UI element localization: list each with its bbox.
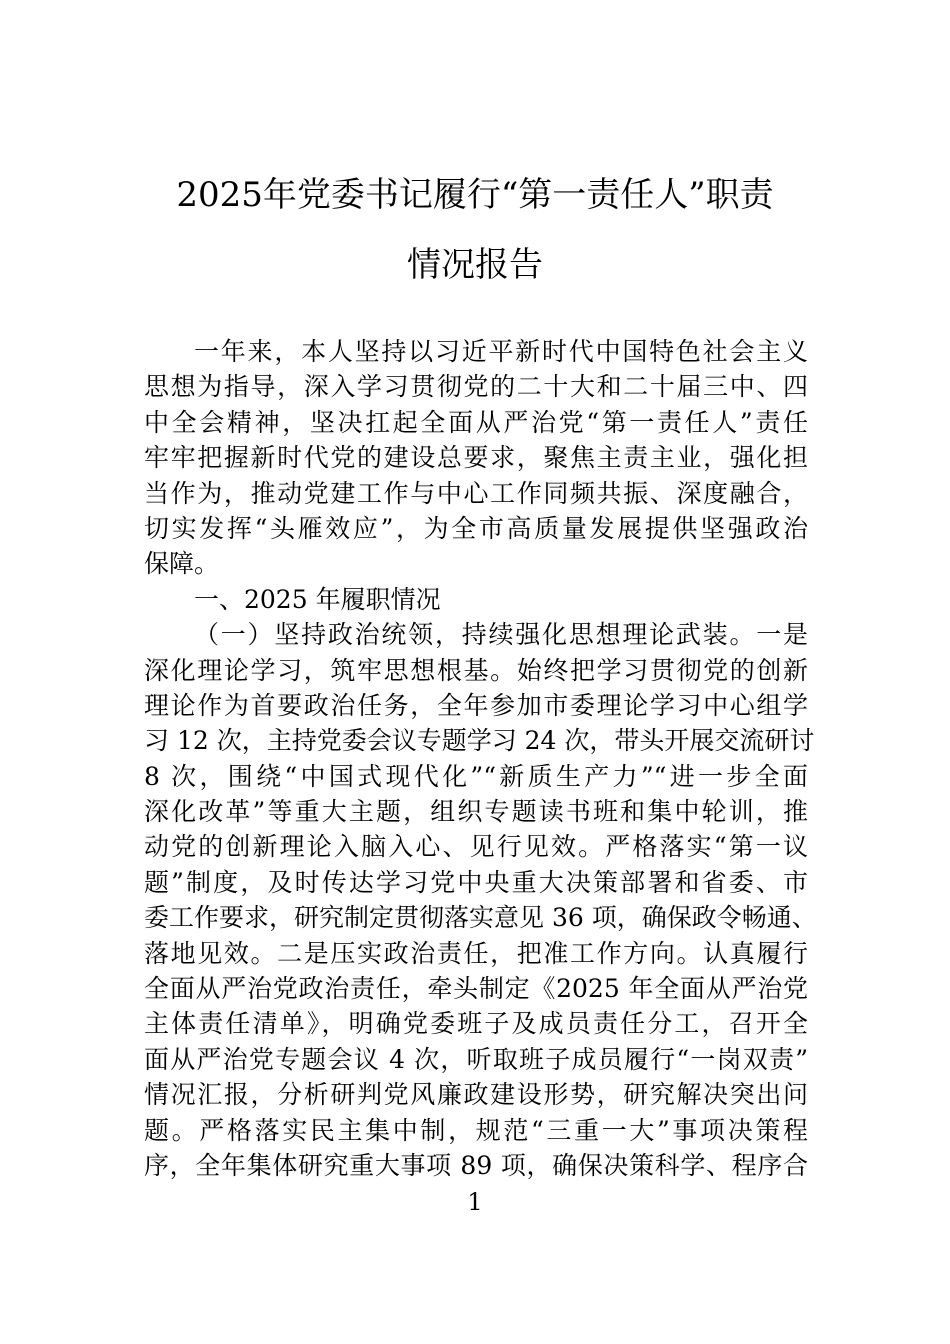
body-text-line: 保障。 <box>144 549 220 579</box>
document-title-line-2: 情况报告 <box>407 245 543 285</box>
body-text-line: 动党的创新理论入脑入心、见行见效。严格落实“第一议 <box>144 832 808 862</box>
body-text-line: 题。严格落实民主集中制，规范“三重一大”事项决策程 <box>144 1115 808 1145</box>
body-text-line: 一年来，本人坚持以习近平新时代中国特色社会主义 <box>194 337 808 366</box>
body-text-line: 牢牢把握新时代党的建设总要求，聚焦主责主业，强化担 <box>144 443 808 473</box>
document-title-line-1: 2025年党委书记履行“第一责任人”职责 <box>176 175 774 215</box>
body-text-line: 切实发挥“头雁效应”，为全市高质量发展提供坚强政治 <box>144 513 808 543</box>
body-text-line: 题”制度，及时传达学习党中央重大决策部署和省委、市 <box>144 867 808 897</box>
body-text-line: 深化理论学习，筑牢思想根基。始终把学习贯彻党的创新 <box>144 655 808 685</box>
body-text-line: 思想为指导，深入学习贯彻党的二十大和二十届三中、四 <box>144 372 808 402</box>
body-text-line: 8 次，围绕“中国式现代化”“新质生产力”“进一步全面 <box>144 761 808 791</box>
body-text-line: 理论作为首要政治任务，全年参加市委理论学习中心组学 <box>144 690 808 720</box>
body-text-line: 落地见效。二是压实政治责任，把准工作方向。认真履行 <box>144 938 808 968</box>
body-text-line: 当作为，推动党建工作与中心工作同频共振、深度融合， <box>144 478 808 508</box>
body-text-line: 面从严治党专题会议 4 次，听取班子成员履行“一岗双责” <box>144 1044 808 1074</box>
body-text-line: 情况汇报，分析研判党风廉政建设形势，研究解决突出问 <box>144 1080 808 1110</box>
body-text-line: 中全会精神，坚决扛起全面从严治党“第一责任人”责任 <box>144 407 808 437</box>
page-number: 1 <box>467 1188 483 1216</box>
body-text-line: 委工作要求，研究制定贯彻落实意见 36 项，确保政令畅通、 <box>144 903 817 933</box>
body-text-line: 一、2025 年履职情况 <box>194 584 441 614</box>
body-text-line: 主体责任清单》，明确党委班子及成员责任分工，召开全 <box>144 1009 808 1039</box>
body-text-line: 序，全年集体研究重大事项 89 项，确保决策科学、程序合 <box>144 1150 808 1180</box>
body-text-line: 习 12 次，主持党委会议专题学习 24 次，带头开展交流研讨 <box>144 726 815 756</box>
body-text-line: 深化改革”等重大主题，组织专题读书班和集中轮训，推 <box>144 797 808 827</box>
body-text-line: （一）坚持政治统领，持续强化思想理论武装。一是 <box>194 620 808 650</box>
document-body <box>144 334 817 1183</box>
body-text-line: 全面从严治党政治责任，牵头制定《2025 年全面从严治党 <box>144 974 808 1004</box>
